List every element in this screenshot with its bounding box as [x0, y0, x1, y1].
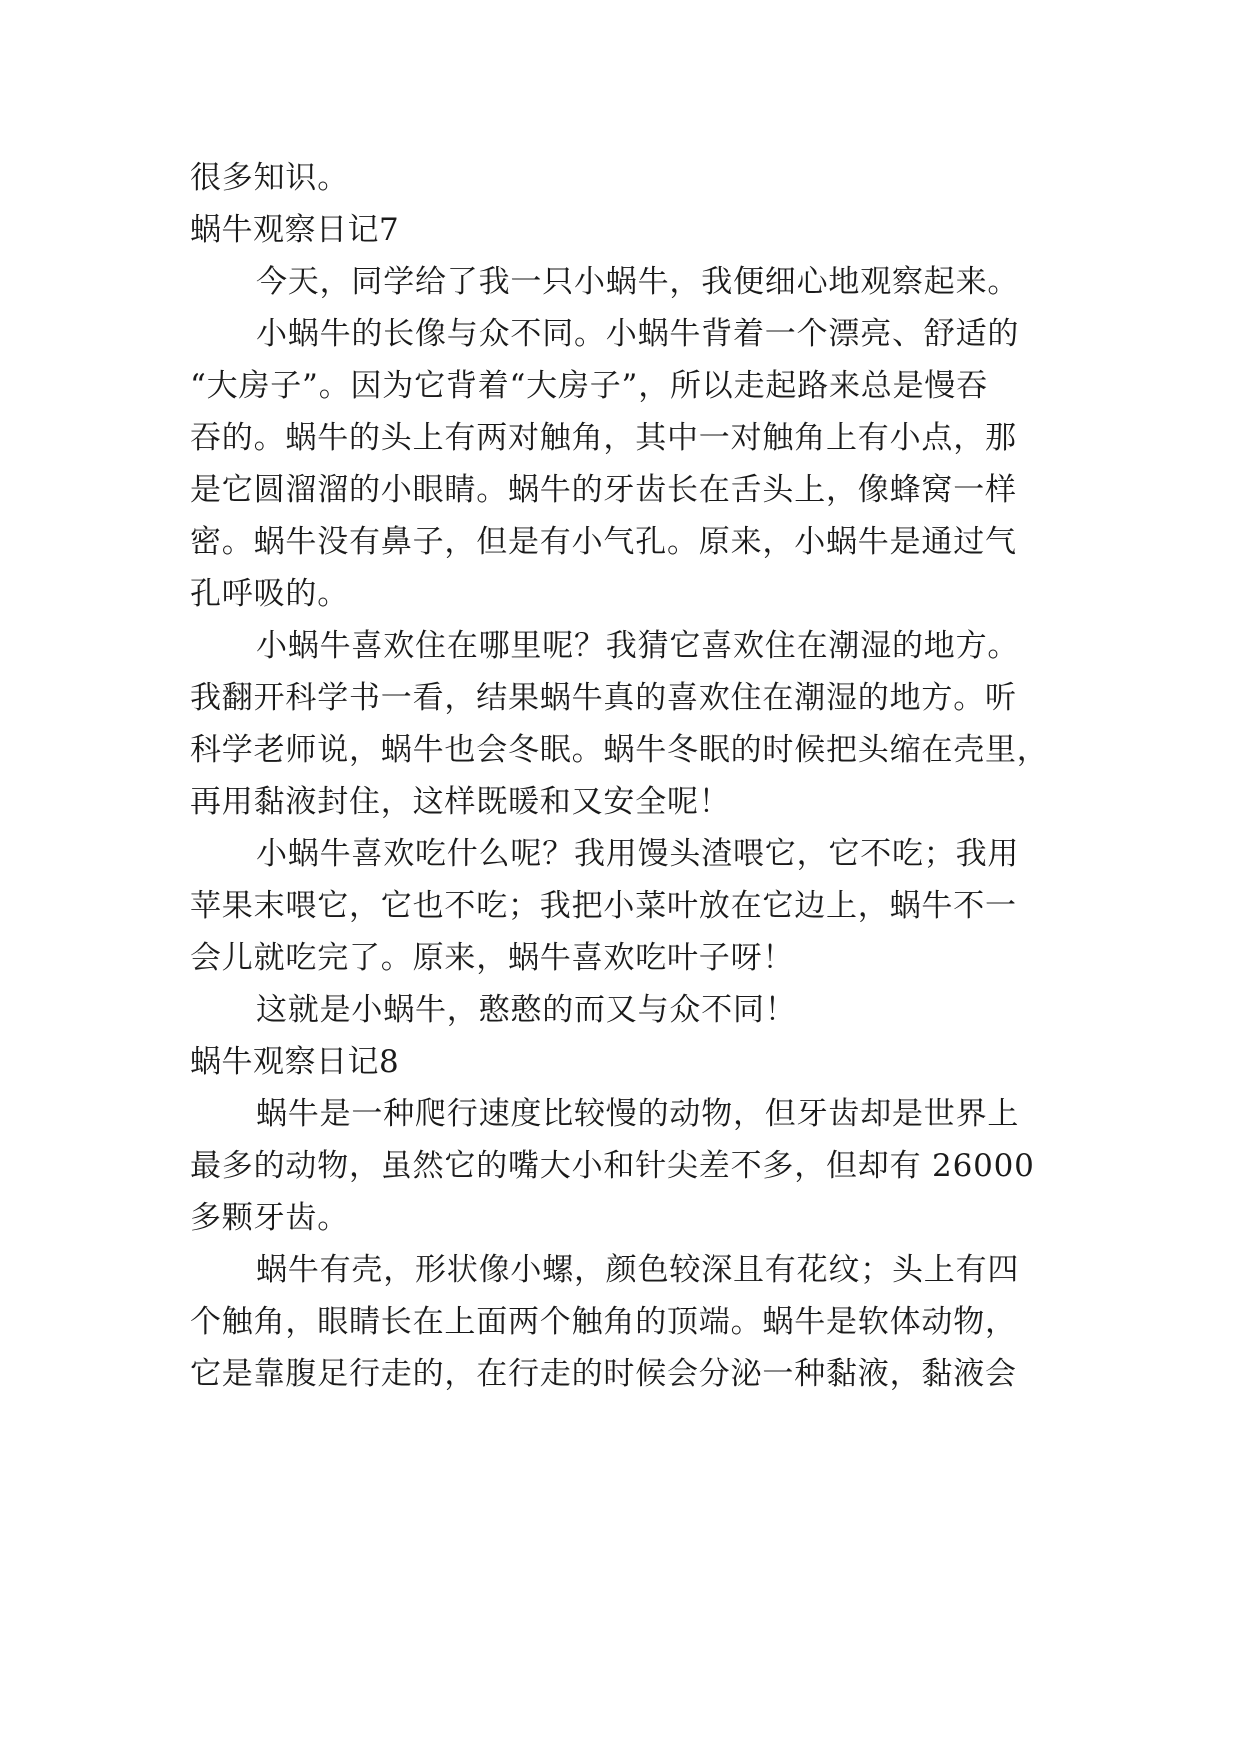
document-page — [190, 152, 1070, 1400]
text-line: “大房子”。因为它背着“大房子”，所以走起路来总是慢吞 — [190, 368, 988, 404]
paragraph-first-line: 蜗牛是一种爬行速度比较慢的动物，但牙齿却是世界上 — [256, 1096, 1020, 1132]
text-line: 个触角，眼睛长在上面两个触角的顶端。蜗牛是软体动物， — [190, 1304, 1017, 1340]
paragraph-first-line: 今天，同学给了我一只小蜗牛，我便细心地观察起来。 — [256, 264, 1020, 300]
text-line: 再用黏液封住，这样既暖和又安全呢！ — [190, 784, 731, 820]
paragraph-first-line: 蜗牛有壳，形状像小螺，颜色较深且有花纹；头上有四 — [256, 1252, 1020, 1288]
text-line: 密。蜗牛没有鼻子，但是有小气孔。原来，小蜗牛是通过气 — [190, 524, 1017, 560]
text-line: 它是靠腹足行走的，在行走的时候会分泌一种黏液，黏液会 — [190, 1356, 1017, 1392]
paragraph-first-line: 小蜗牛喜欢住在哪里呢？我猜它喜欢住在潮湿的地方。 — [256, 628, 1020, 664]
paragraph-first-line: 这就是小蜗牛，憨憨的而又与众不同！ — [256, 992, 797, 1028]
paragraph-first-line: 小蜗牛喜欢吃什么呢？我用馒头渣喂它，它不吃；我用 — [256, 836, 1020, 872]
text-line: 多颗牙齿。 — [190, 1200, 349, 1236]
text-line: 吞的。蜗牛的头上有两对触角，其中一对触角上有小点，那 — [190, 420, 1017, 456]
section-heading: 蜗牛观察日记8 — [190, 1044, 400, 1080]
text-line: 我翻开科学书一看，结果蜗牛真的喜欢住在潮湿的地方。听 — [190, 680, 1017, 716]
text-line: 孔呼吸的。 — [190, 576, 349, 612]
section-heading: 蜗牛观察日记7 — [190, 212, 400, 248]
paragraph-first-line: 小蜗牛的长像与众不同。小蜗牛背着一个漂亮、舒适的 — [256, 316, 1020, 352]
text-line: 苹果末喂它，它也不吃；我把小菜叶放在它边上，蜗牛不一 — [190, 888, 1017, 924]
text-line: 是它圆溜溜的小眼睛。蜗牛的牙齿长在舌头上，像蜂窝一样 — [190, 472, 1017, 508]
text-line: 很多知识。 — [190, 160, 349, 196]
text-line: 最多的动物，虽然它的嘴大小和针尖差不多，但却有 26000 — [190, 1148, 1035, 1184]
text-line: 科学老师说，蜗牛也会冬眠。蜗牛冬眠的时候把头缩在壳里， — [190, 732, 1049, 768]
text-line: 会儿就吃完了。原来，蜗牛喜欢吃叶子呀！ — [190, 940, 795, 976]
